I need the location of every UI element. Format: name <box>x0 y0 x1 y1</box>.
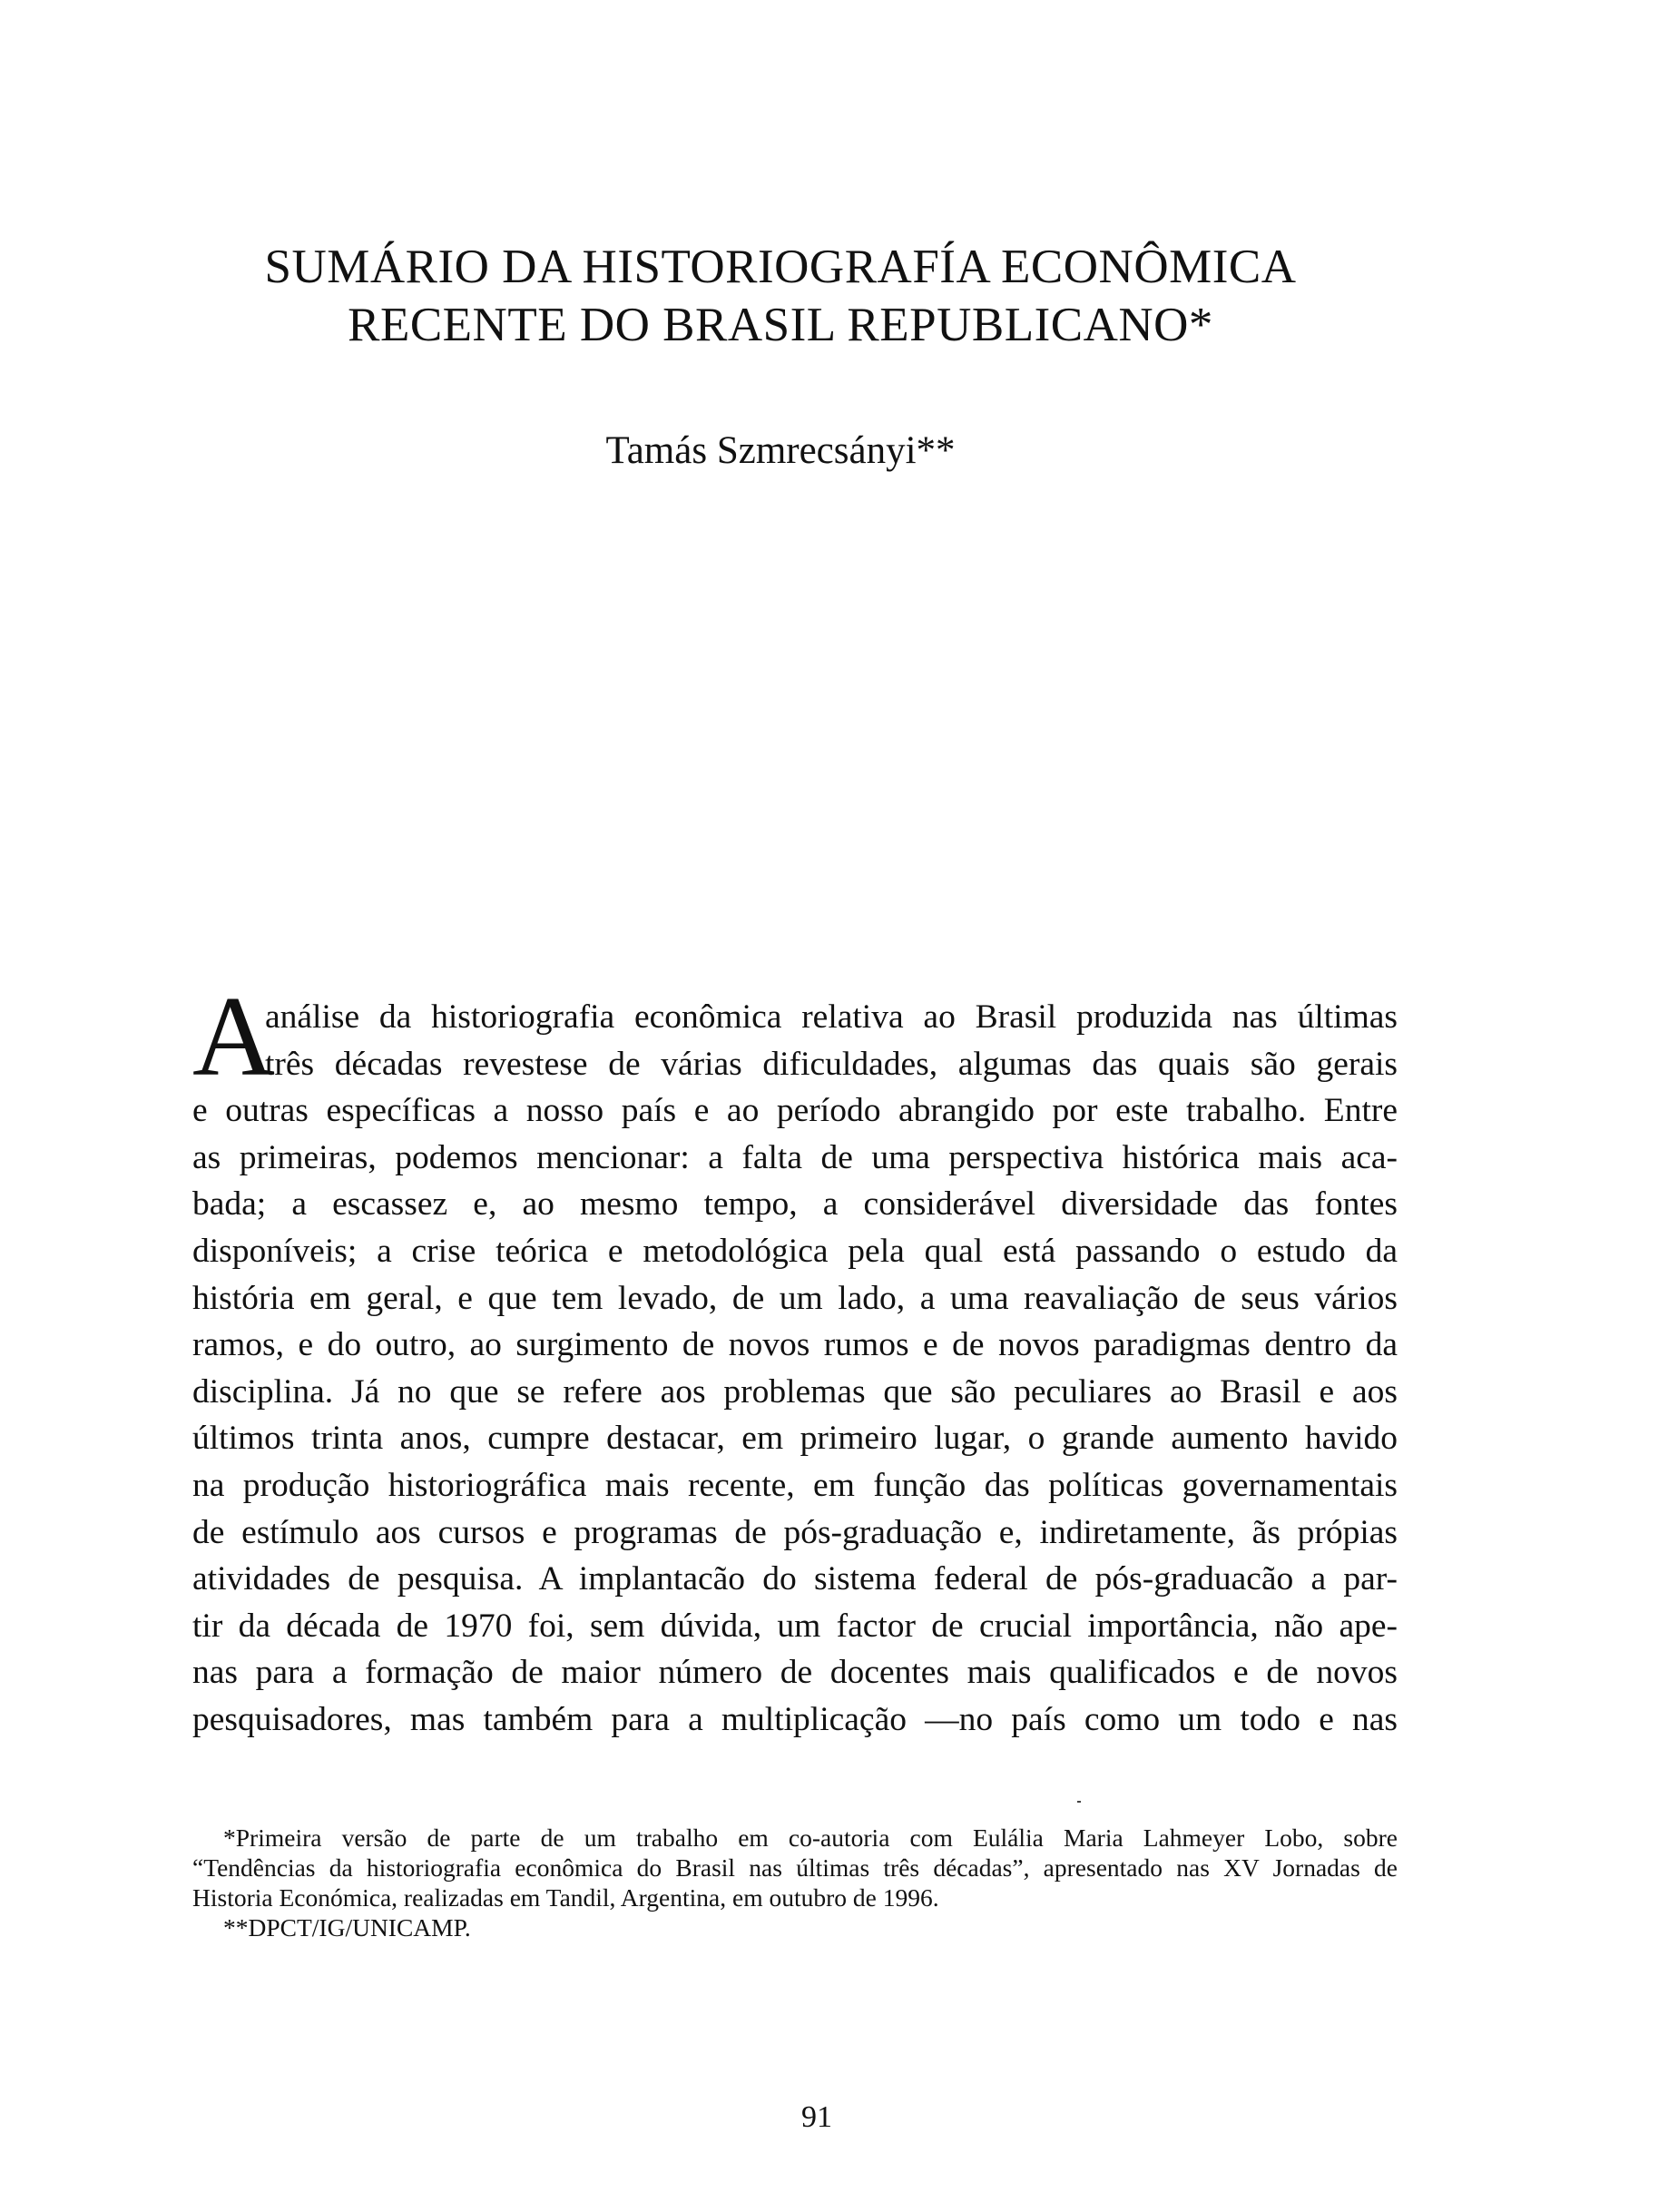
body-line: bada; a escassez e, ao mesmo tempo, a considerável diversidade das fontes <box>192 1185 1398 1224</box>
title-line-2: RECENTE DO BRASIL REPUBLICANO* <box>348 299 1213 351</box>
body-line: e outras específicas a nosso país e ao período abrangido por este trabalho. Entre <box>192 1092 1398 1130</box>
footnote-line: Historia Económica, realizadas em Tandil, Argentina, em outubro de 1996. <box>192 1883 939 1912</box>
author-name: Tamás Szmrecsányi** <box>605 429 956 472</box>
footnote-line: “Tendências da historiografia econômica do Brasil nas últimas três décadas”, apresentado nas XV Jornadas de <box>192 1853 1398 1882</box>
body-line: na produção historiográfica mais recente, em função das políticas governamentais <box>192 1466 1398 1504</box>
drop-cap: A <box>192 974 275 1100</box>
body-paragraph <box>192 994 1398 1744</box>
body-line: pesquisadores, mas também para a multiplicação —no país como um todo e nas <box>192 1700 1398 1738</box>
footnotes <box>192 1823 1398 1942</box>
body-line: ramos, e do outro, ao surgimento de novos rumos e de novos paradigmas dentro da <box>192 1326 1398 1364</box>
article-title <box>163 238 1398 354</box>
body-line: análise da historiografia econômica relativa ao Brasil produzida nas últimas <box>265 998 1398 1036</box>
body-line: nas para a formação de maior número de docentes mais qualificados e de novos <box>192 1654 1398 1692</box>
footnote-affiliation: **DPCT/IG/UNICAMP. <box>223 1913 471 1942</box>
body-line: últimos trinta anos, cumpre destacar, em primeiro lugar, o grande aumento havido <box>192 1420 1398 1458</box>
body-line: atividades de pesquisa. A implantacão do sistema federal de pós-graduacão a par- <box>192 1560 1398 1598</box>
body-line: de estímulo aos cursos e programas de pós-graduação e, indiretamente, ãs própias <box>192 1513 1398 1551</box>
body-line: história em geral, e que tem levado, de um lado, a uma reavaliação de seus vários <box>192 1279 1398 1317</box>
footnote-line: *Primeira versão de parte de um trabalho em co-autoria com Eulália Maria Lahmeyer Lobo, sobre <box>223 1824 1398 1852</box>
body-line: disponíveis; a crise teórica e metodológica pela qual está passando o estudo da <box>192 1232 1398 1270</box>
footnote-mark <box>1077 1801 1081 1803</box>
body-line: tir da década de 1970 foi, sem dúvida, um factor de crucial importância, não ape- <box>192 1607 1398 1645</box>
title-line-1: SUMÁRIO DA HISTORIOGRAFÍA ECONÔMICA <box>264 241 1297 293</box>
body-line: disciplina. Já no que se refere aos problemas que são peculiares ao Brasil e aos <box>192 1372 1398 1411</box>
page-number: 91 <box>801 2100 832 2134</box>
body-line: três décadas revestese de várias dificuldades, algumas das quais são gerais <box>265 1045 1398 1083</box>
body-line: as primeiras, podemos mencionar: a falta de uma perspectiva histórica mais aca- <box>192 1138 1398 1176</box>
